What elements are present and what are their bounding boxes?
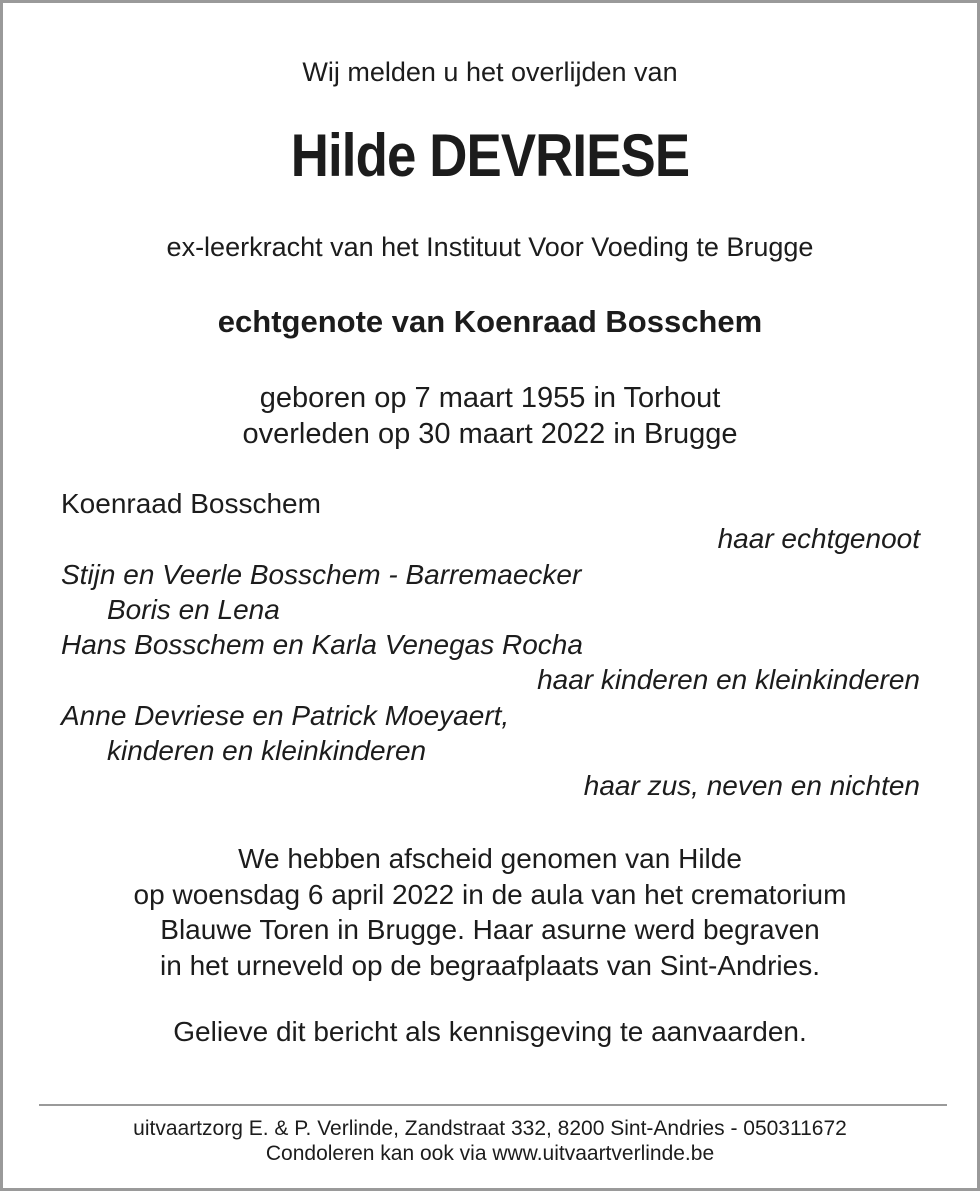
footer	[3, 1116, 977, 1166]
family-line: Koenraad Bosschem	[61, 488, 321, 519]
family-line: haar echtgenoot	[717, 523, 920, 555]
farewell-line: op woensdag 6 april 2022 in de aula van het crematorium	[133, 878, 847, 910]
spouse-line: echtgenote van Koenraad Bosschem	[217, 304, 763, 339]
family-line: haar zus, neven en nichten	[583, 770, 920, 802]
farewell-line: Blauwe Toren in Brugge. Haar asurne werd begraven	[160, 914, 820, 945]
family-line: haar kinderen en kleinkinderen	[537, 664, 920, 696]
intro-text: Wij melden u het overlijden van	[302, 57, 678, 87]
condolence-link[interactable]: Condoleren kan ook via www.uitvaartverlinde.be	[265, 1142, 715, 1165]
farewell-line: in het urneveld op de begraafplaats van Sint-Andries.	[160, 949, 820, 981]
notice-text: Gelieve dit bericht als kennisgeving te aanvaarden.	[173, 1016, 807, 1047]
birth-line: geboren op 7 maart 1955 in Torhout	[259, 382, 721, 414]
farewell-line: We hebben afscheid genomen van Hilde	[238, 843, 742, 874]
family-line: Anne Devriese en Patrick Moeyaert,	[61, 699, 510, 731]
farewell-text	[3, 841, 977, 983]
profession-text: ex-leerkracht van het Instituut Voor Voeding te Brugge	[166, 232, 814, 262]
family-line: Hans Bosschem en Karla Venegas Rocha	[61, 629, 583, 661]
family-line: Boris en Lena	[107, 593, 280, 625]
undertaker-line: uitvaartzorg E. & P. Verlinde, Zandstraat 332, 8200 Sint-Andries - 050311672	[133, 1117, 847, 1140]
family-line: kinderen en kleinkinderen	[107, 735, 427, 767]
footer-divider	[39, 1104, 947, 1106]
death-line: overleden op 30 maart 2022 in Brugge	[242, 418, 738, 450]
deceased-name: Hilde DEVRIESE	[290, 122, 690, 189]
life-dates	[3, 380, 977, 452]
family-list	[3, 486, 977, 804]
family-line: Stijn en Veerle Bosschem - Barremaecker	[61, 558, 582, 590]
